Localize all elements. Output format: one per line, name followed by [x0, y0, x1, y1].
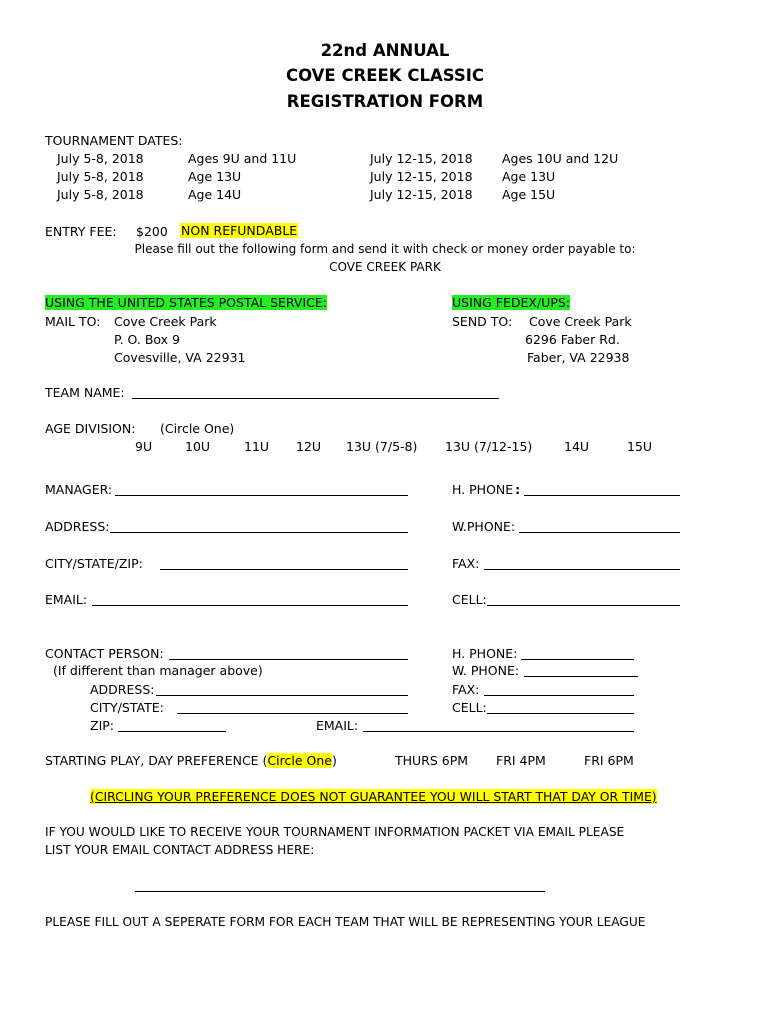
contact-work-phone-field[interactable] — [524, 676, 638, 677]
contact-home-phone-field[interactable] — [521, 659, 634, 660]
work-phone-label: W.PHONE: — [452, 519, 516, 534]
tournament-right-date: July 12-15, 2018 — [370, 169, 473, 184]
contact-email-field[interactable] — [363, 731, 634, 732]
home-phone-label: H. PHONE : — [452, 482, 521, 497]
age-option[interactable]: 15U — [627, 439, 653, 454]
cell-field[interactable] — [487, 605, 680, 606]
play-option-fri-4pm[interactable]: FRI 4PM — [496, 753, 546, 768]
tournament-right-date: July 12-15, 2018 — [370, 151, 473, 166]
tournament-right-age: Age 13U — [502, 169, 556, 184]
contact-note: (If different than manager above) — [53, 663, 263, 678]
email-field[interactable] — [92, 605, 408, 606]
fedex-address-line1: Cove Creek Park — [529, 314, 632, 329]
fedex-address-line3: Faber, VA 22938 — [527, 350, 630, 365]
age-division-label: AGE DIVISION: — [45, 421, 136, 436]
tournament-left-date: July 5-8, 2018 — [57, 187, 144, 202]
tournament-left-age: Ages 9U and 11U — [188, 151, 297, 166]
address-field[interactable] — [110, 532, 408, 533]
contact-address-field[interactable] — [156, 695, 408, 696]
tournament-left-age: Age 13U — [188, 169, 242, 184]
fax-label: FAX: — [452, 556, 480, 571]
email-packet-line1: IF YOU WOULD LIKE TO RECEIVE YOUR TOURNAMENT INFORMATION PACKET VIA EMAIL PLEASE — [45, 825, 625, 839]
home-phone-field[interactable] — [524, 495, 680, 496]
age-option[interactable]: 12U — [296, 439, 322, 454]
postal-heading: USING THE UNITED STATES POSTAL SERVICE: — [45, 295, 328, 310]
contact-work-phone-label: W. PHONE: — [452, 663, 520, 678]
manager-field[interactable] — [115, 495, 408, 496]
entry-fee-label: ENTRY FEE: — [45, 224, 117, 239]
packet-email-field[interactable] — [135, 891, 545, 892]
postal-address-line3: Covesville, VA 22931 — [114, 350, 246, 365]
contact-person-field[interactable] — [169, 659, 408, 660]
age-option[interactable]: 14U — [564, 439, 590, 454]
postal-address-line2: P. O. Box 9 — [114, 332, 180, 347]
age-option[interactable]: 10U — [185, 439, 211, 454]
city-state-zip-label: CITY/STATE/ZIP: — [45, 556, 143, 571]
age-option[interactable]: 13U (7/12-15) — [445, 439, 533, 454]
tournament-left-date: July 5-8, 2018 — [57, 151, 144, 166]
email-label: EMAIL: — [45, 592, 88, 607]
entry-fee-amount: $200 — [136, 224, 168, 239]
contact-zip-field[interactable] — [118, 731, 226, 732]
play-preference-label: STARTING PLAY, DAY PREFERENCE (Circle One) — [45, 753, 337, 768]
circle-one-note: (Circle One) — [160, 421, 235, 436]
tournament-right-age: Age 15U — [502, 187, 556, 202]
form-title-line3: REGISTRATION FORM — [286, 92, 484, 111]
tournament-dates-label: TOURNAMENT DATES: — [45, 133, 183, 148]
email-packet-line2: LIST YOUR EMAIL CONTACT ADDRESS HERE: — [45, 843, 315, 857]
team-name-field[interactable] — [132, 398, 499, 399]
tournament-right-age: Ages 10U and 12U — [502, 151, 619, 166]
contact-city-state-field[interactable] — [177, 713, 408, 714]
postal-address-line1: Cove Creek Park — [114, 314, 217, 329]
contact-address-label: ADDRESS: — [90, 682, 155, 697]
fax-field[interactable] — [484, 569, 680, 570]
work-phone-field[interactable] — [519, 532, 680, 533]
play-option-fri-6pm[interactable]: FRI 6PM — [584, 753, 634, 768]
city-state-zip-field[interactable] — [160, 569, 408, 570]
payee-name: COVE CREEK PARK — [329, 260, 441, 274]
contact-email-label: EMAIL: — [316, 718, 359, 733]
age-option[interactable]: 13U (7/5-8) — [346, 439, 418, 454]
tournament-right-date: July 12-15, 2018 — [370, 187, 473, 202]
contact-person-label: CONTACT PERSON: — [45, 646, 164, 661]
contact-fax-label: FAX: — [452, 682, 480, 697]
contact-cell-label: CELL: — [452, 700, 487, 715]
cell-label: CELL: — [452, 592, 487, 607]
mail-to-label: MAIL TO: — [45, 314, 101, 329]
contact-fax-field[interactable] — [484, 695, 634, 696]
fedex-address-line2: 6296 Faber Rd. — [525, 332, 620, 347]
play-option-thurs[interactable]: THURS 6PM — [395, 753, 469, 768]
address-label: ADDRESS: — [45, 519, 110, 534]
age-option[interactable]: 9U — [135, 439, 153, 454]
contact-cell-field[interactable] — [487, 713, 634, 714]
contact-home-phone-label: H. PHONE: — [452, 646, 518, 661]
tournament-left-age: Age 14U — [188, 187, 242, 202]
send-to-label: SEND TO: — [452, 314, 513, 329]
tournament-left-date: July 5-8, 2018 — [57, 169, 144, 184]
circle-one-highlight: Circle One — [267, 753, 332, 768]
age-option[interactable]: 11U — [244, 439, 270, 454]
manager-label: MANAGER: — [45, 482, 113, 497]
form-title-line2: COVE CREEK CLASSIC — [285, 66, 485, 85]
form-title-line1: 22nd ANNUAL — [320, 41, 450, 60]
contact-city-state-label: CITY/STATE: — [90, 700, 164, 715]
fedex-heading: USING FEDEX/UPS: — [452, 295, 570, 310]
payment-instruction: Please fill out the following form and send it with check or money order payable to: — [134, 242, 636, 256]
team-name-label: TEAM NAME: — [45, 385, 125, 400]
contact-zip-label: ZIP: — [90, 718, 114, 733]
separate-form-note: PLEASE FILL OUT A SEPERATE FORM FOR EACH TEAM THAT WILL BE REPRESENTING YOUR LEAGUE — [45, 915, 646, 929]
non-refundable-note: NON REFUNDABLE — [181, 223, 298, 238]
preference-disclaimer: (CIRCLING YOUR PREFERENCE DOES NOT GUARANTEE YOU WILL START THAT DAY OR TIME) — [90, 789, 657, 804]
